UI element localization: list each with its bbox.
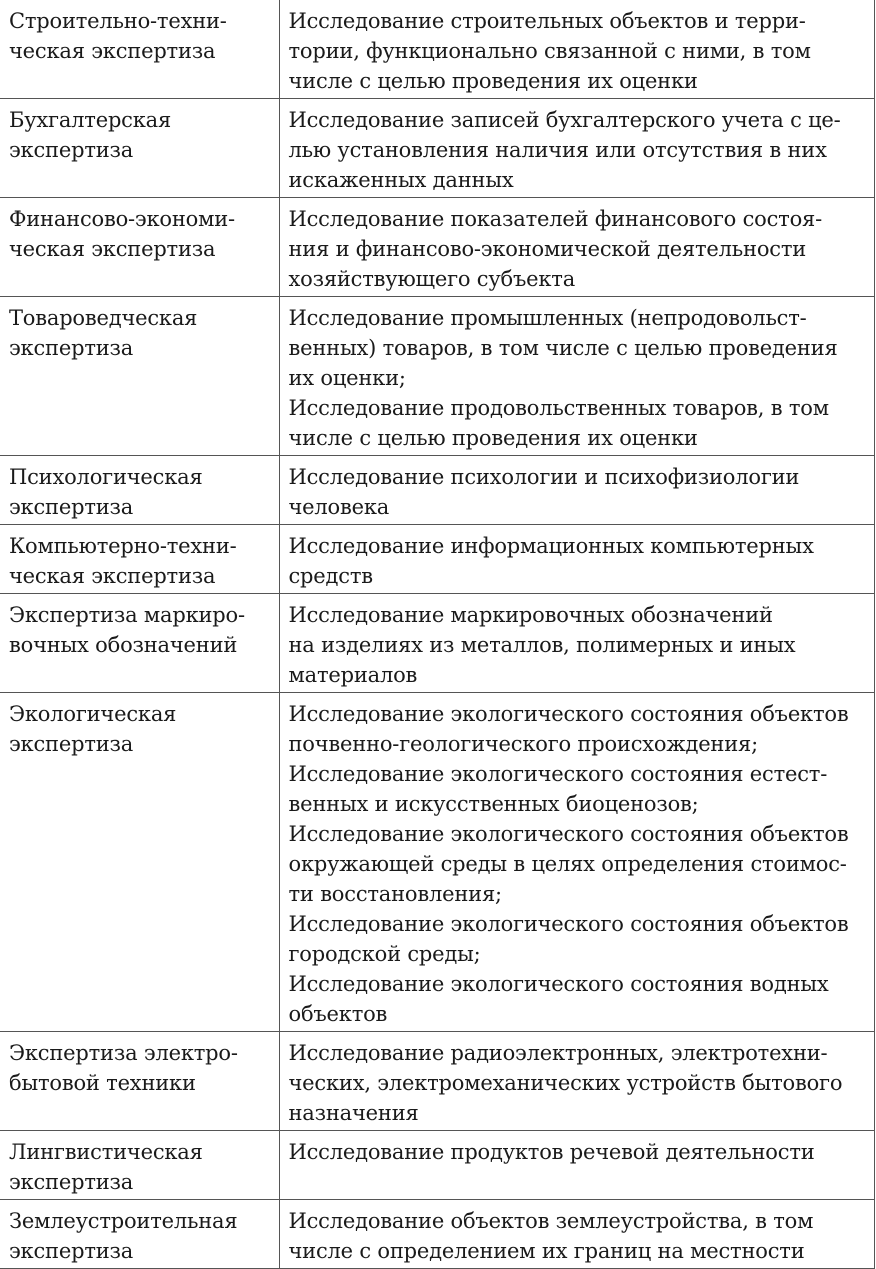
table-row bbox=[0, 1131, 874, 1200]
expertise-type-cell: Землеустроительная экспертиза bbox=[0, 1200, 279, 1269]
expertise-description-cell: Исследование объектов землеустройства, в том числе с определением их границ на местности bbox=[279, 1200, 874, 1269]
expertise-type-cell: Экологическая экспертиза bbox=[0, 693, 279, 1032]
expertise-type-cell: Психологическая экспертиза bbox=[0, 456, 279, 525]
expertise-type-cell: Финансово-экономи- ческая экспертиза bbox=[0, 198, 279, 297]
expertise-description-cell: Исследование экологического состояния объектов почвенно-геологического происхождения; Исследование экологического состояния естест- венных и искусственных биоценозов; Исследование экологического состояния объектов окружающей среды в целях определения стоимос- ти восстановления; Исследование экологического состояния объектов городской среды; Исследование экологического состояния водных объектов bbox=[279, 693, 874, 1032]
expertise-description-cell: Исследование записей бухгалтерского учета с це- лью установления наличия или отсутствия в них искаженных данных bbox=[279, 99, 874, 198]
expertise-description-cell: Исследование промышленных (непродовольст- венных) товаров, в том числе с целью проведения их оценки; Исследование продовольственных товаров, в том числе с целью проведения их оценки bbox=[279, 297, 874, 456]
expertise-type-cell: Экспертиза маркиро- вочных обозначений bbox=[0, 594, 279, 693]
table-row bbox=[0, 198, 874, 297]
table-row bbox=[0, 297, 874, 456]
expertise-description-cell: Исследование строительных объектов и терри- тории, функционально связанной с ними, в том числе с целью проведения их оценки bbox=[279, 0, 874, 99]
expertise-type-cell: Товароведческая экспертиза bbox=[0, 297, 279, 456]
expertise-description-cell: Исследование маркировочных обозначений на изделиях из металлов, полимерных и иных материалов bbox=[279, 594, 874, 693]
table-row bbox=[0, 1200, 874, 1269]
expertise-type-cell: Компьютерно-техни- ческая экспертиза bbox=[0, 525, 279, 594]
expertise-type-cell: Бухгалтерская экспертиза bbox=[0, 99, 279, 198]
table-row bbox=[0, 0, 874, 99]
expertise-type-cell: Экспертиза электро- бытовой техники bbox=[0, 1032, 279, 1131]
table-row bbox=[0, 456, 874, 525]
expertise-description-cell: Исследование показателей финансового состоя- ния и финансово-экономической деятельности хозяйствующего субъекта bbox=[279, 198, 874, 297]
table-row bbox=[0, 1032, 874, 1131]
expertise-description-cell: Исследование продуктов речевой деятельности bbox=[279, 1131, 874, 1200]
expertise-description-cell: Исследование информационных компьютерных средств bbox=[279, 525, 874, 594]
expertise-type-cell: Строительно-техни- ческая экспертиза bbox=[0, 0, 279, 99]
expertise-description-cell: Исследование радиоэлектронных, электротехни- ческих, электромеханических устройств бытового назначения bbox=[279, 1032, 874, 1131]
expertise-type-cell: Лингвистическая экспертиза bbox=[0, 1131, 279, 1200]
table-row bbox=[0, 99, 874, 198]
expertise-description-cell: Исследование психологии и психофизиологии человека bbox=[279, 456, 874, 525]
table-row bbox=[0, 693, 874, 1032]
table-row bbox=[0, 525, 874, 594]
table-row bbox=[0, 594, 874, 693]
